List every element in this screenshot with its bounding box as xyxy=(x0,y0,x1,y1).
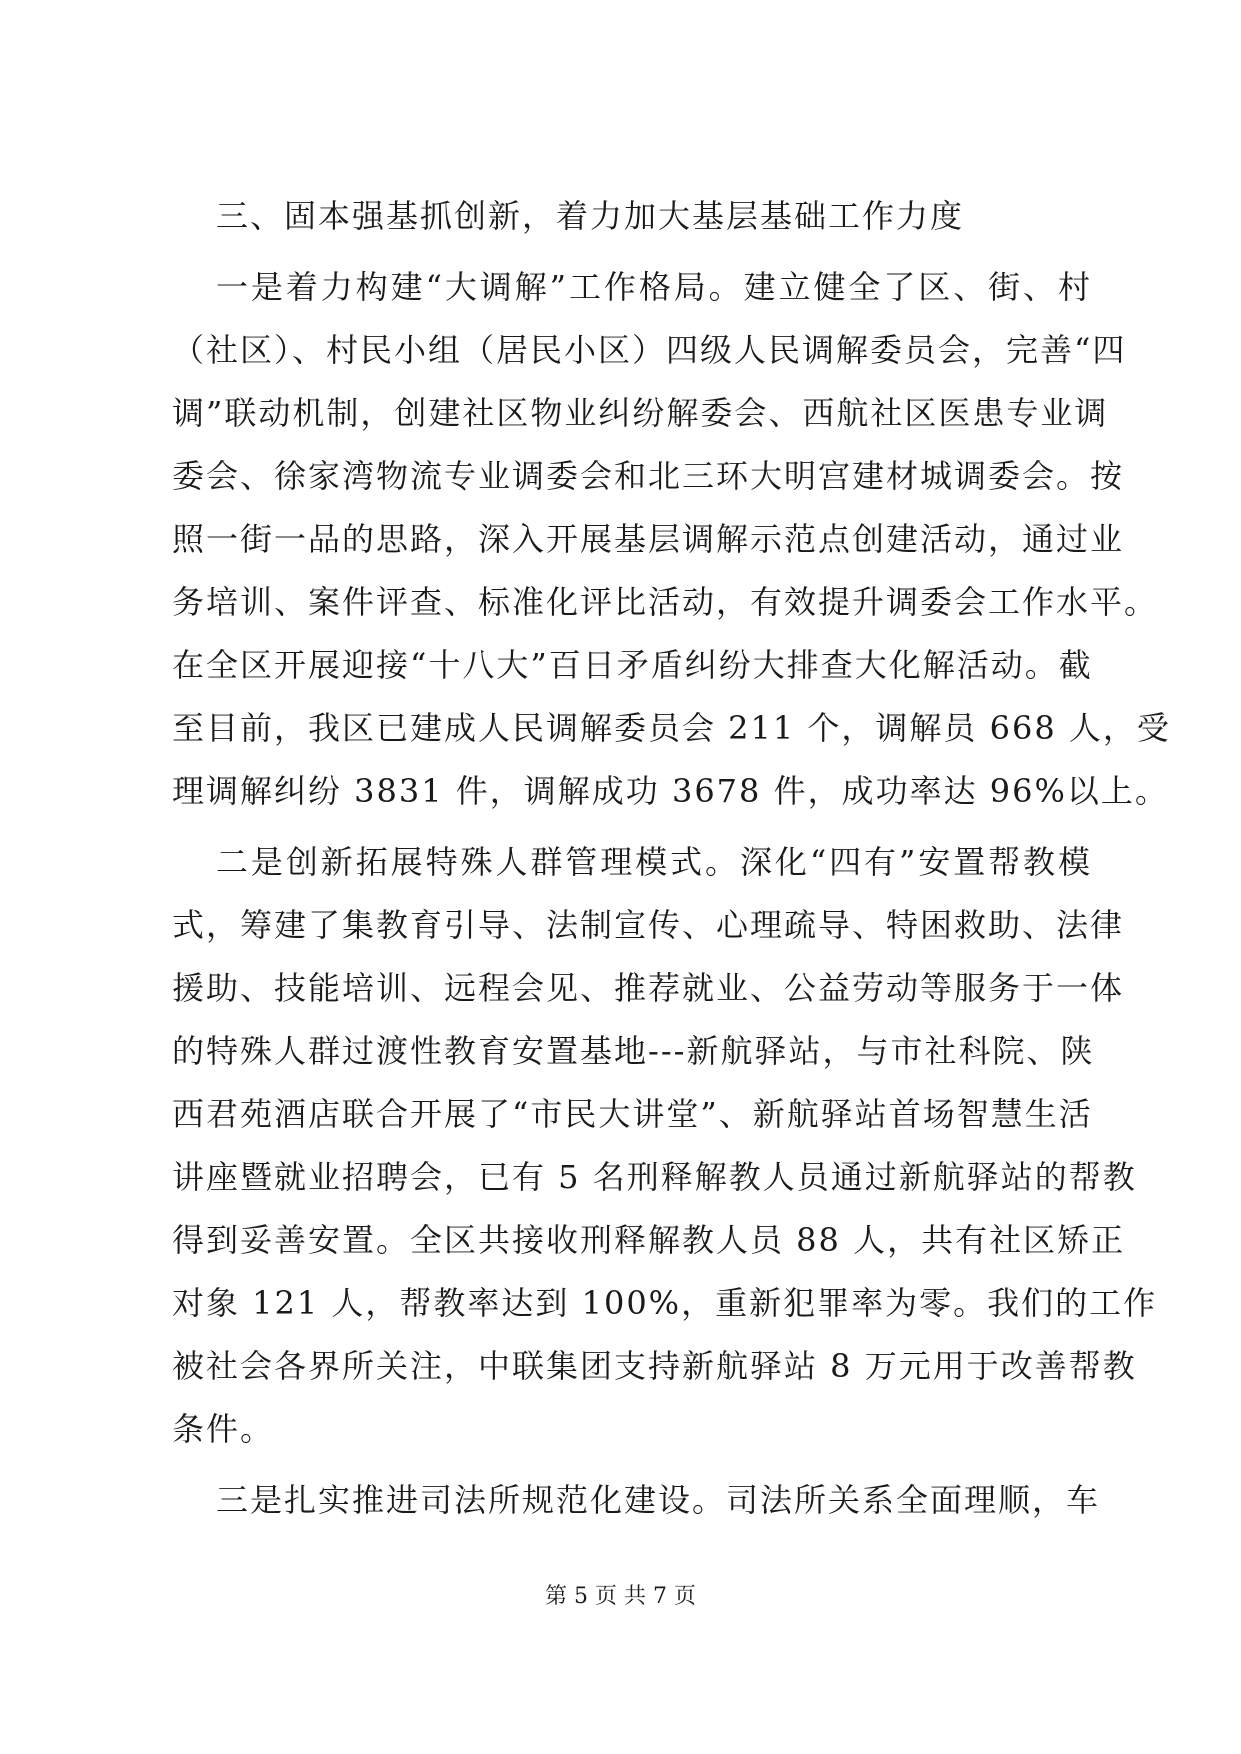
paragraph-1-line-6: 务培训、案件评查、标准化评比活动，有效提升调委会工作水平。 xyxy=(172,583,1159,621)
paragraph-1-line-4: 委会、徐家湾物流专业调委会和北三环大明宫建材城调委会。按 xyxy=(172,457,1125,495)
paragraph-2-line-2: 式，筹建了集教育引导、法制宣传、心理疏导、特困救助、法律 xyxy=(172,906,1125,944)
page-footer: 第 5 页 共 7 页 xyxy=(545,1584,696,1609)
paragraph-1-line-9: 理调解纠纷 3831 件，调解成功 3678 件，成功率达 96%以上。 xyxy=(172,772,1169,810)
paragraph-2-line-6: 讲座暨就业招聘会，已有 5 名刑释解教人员通过新航驿站的帮教 xyxy=(172,1158,1137,1196)
paragraph-2-line-5: 西君苑酒店联合开展了“市民大讲堂”、新航驿站首场智慧生活 xyxy=(172,1095,1093,1133)
paragraph-1-line-7: 在全区开展迎接“十八大”百日矛盾纠纷大排查大化解活动。截 xyxy=(172,646,1093,684)
paragraph-2-line-4: 的特殊人群过渡性教育安置基地---新航驿站，与市社科院、陕 xyxy=(172,1032,1095,1070)
paragraph-2-line-3: 援助、技能培训、远程会见、推荐就业、公益劳动等服务于一体 xyxy=(172,969,1125,1007)
paragraph-2-line-9: 被社会各界所关注，中联集团支持新航驿站 8 万元用于改善帮教 xyxy=(172,1347,1137,1385)
paragraph-1-line-1: 一是着力构建“大调解”工作格局。建立健全了区、街、村 xyxy=(216,268,1092,306)
paragraph-1-line-5: 照一街一品的思路，深入开展基层调解示范点创建活动，通过业 xyxy=(172,520,1125,558)
paragraph-2-line-1: 二是创新拓展特殊人群管理模式。深化“四有”安置帮教模 xyxy=(216,843,1092,881)
paragraph-2-line-10: 条件。 xyxy=(172,1410,275,1448)
paragraph-3-line-1: 三是扎实推进司法所规范化建设。司法所关系全面理顺，车 xyxy=(216,1481,1101,1519)
paragraph-1-line-8: 至目前，我区已建成人民调解委员会 211 个，调解员 668 人，受 xyxy=(172,709,1171,747)
paragraph-1-line-2: （社区）、村民小组（居民小区）四级人民调解委员会，完善“四 xyxy=(172,331,1127,369)
paragraph-2-line-8: 对象 121 人，帮教率达到 100%，重新犯罪率为零。我们的工作 xyxy=(172,1284,1158,1322)
section-heading: 三、固本强基抓创新，着力加大基层基础工作力度 xyxy=(216,197,965,235)
paragraph-1-line-3: 调”联动机制，创建社区物业纠纷解委会、西航社区医患专业调 xyxy=(172,394,1109,432)
paragraph-2-line-7: 得到妥善安置。全区共接收刑释解教人员 88 人，共有社区矫正 xyxy=(172,1221,1126,1259)
